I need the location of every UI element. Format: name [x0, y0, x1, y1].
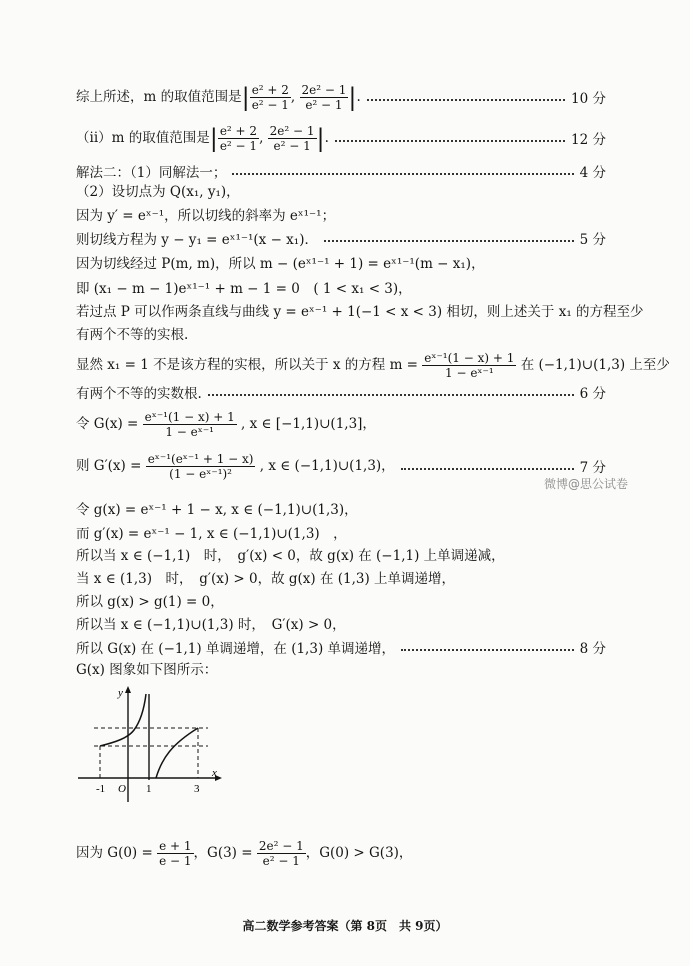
line-compare-G: 因为 G(0) = $\frac{e + 1}{e - 1}$ ，G(3) = $\frac{\text{2e² − 1}}{\text{e² − 1}}$ ，G(0) > G(3)，: [76, 839, 413, 868]
line-real-roots: [76, 381, 606, 403]
text: 则 G′(x) = $\frac{\text{eˣ⁻¹(eˣ⁻¹ + 1 − x)}}{\text{(1 − eˣ⁻¹)²}}$ , x ∈ (−1,1)∪(1,3)，: [76, 451, 395, 481]
text: 则切线方程为 y − y₁ = eˣ¹⁻¹(x − x₁)．: [76, 232, 318, 248]
score-label: 10 分: [571, 91, 606, 107]
curve-right-branch: [156, 728, 198, 778]
origin-label: O: [118, 783, 126, 795]
score-label: 8 分: [579, 641, 606, 657]
page-footer: 高二数学参考答案（第 8页 共 9页）: [242, 919, 448, 933]
fraction: $\frac{\text{eˣ⁻¹(1 − x) + 1}}{\text{1 − eˣ⁻¹}}$: [144, 410, 235, 439]
tick-label-neg1: -1: [96, 783, 106, 795]
text: （ii）m 的取值范围是| $\frac{\text{e² + 2}}{\text{e² − 1}}$ , $\frac{\text{2e² − 1}}{\text{e² − 1}}$ |.: [76, 123, 329, 153]
line-g-increasing: 当 x ∈ (1,3) 时， g′(x) > 0，故 g(x) 在 (1,3) 上单调递增，: [76, 571, 456, 587]
line-g-decreasing: 所以当 x ∈ (−1,1) 时， g′(x) < 0，故 g(x) 在 (−1,1) 上单调递减，: [76, 548, 505, 564]
x-axis-label: x: [212, 767, 217, 779]
tick-label-1: 1: [146, 783, 152, 795]
line-method-two: [76, 160, 606, 182]
score-label: 12 分: [571, 132, 606, 148]
line-g-derivative: 而 g′(x) = eˣ⁻¹ − 1, x ∈ (−1,1)∪(1,3) ，: [76, 526, 347, 542]
fraction: $\frac{\text{2e² − 1}}{\text{e² − 1}}$: [258, 839, 304, 868]
line-G-monotonic: [76, 636, 606, 658]
fraction: $\frac{\text{e² + 2}}{\text{e² − 1}}$: [219, 123, 258, 153]
watermark: 微博@思公试卷: [544, 477, 629, 491]
text: 综上所述，m 的取值范围是| $\frac{\text{e² + 2}}{\text{e² − 1}}$ , $\frac{\text{2e² − 1}}{\text{e² − 1}}$ |.: [76, 82, 361, 112]
y-axis-label: y: [118, 687, 123, 699]
leader-dots: [335, 140, 565, 142]
line-equation-m: 显然 x₁ = 1 不是该方程的实根，所以关于 x 的方程 m = $\frac{\text{eˣ⁻¹(1 − x) + 1}}{\text{1 − eˣ⁻¹}}$ 在 (−1,1)∪(1,3) 上至少: [76, 351, 670, 380]
line-g-positive: 所以 g(x) > g(1) = 0，: [76, 594, 224, 610]
fraction: $\frac{\text{eˣ⁻¹(eˣ⁻¹ + 1 − x)}}{\text{(1 − eˣ⁻¹)²}}$: [147, 451, 254, 481]
text: 有两个不等的实数根.: [76, 386, 202, 402]
line-range-summary: [76, 82, 606, 112]
leader-dots: [208, 394, 574, 396]
score-label: 7 分: [579, 460, 606, 476]
fraction: $\frac{\text{2e² − 1}}{\text{e² − 1}}$: [269, 123, 315, 153]
line-define-G: 令 G(x) = $\frac{\text{eˣ⁻¹(1 − x) + 1}}{\text{1 − eˣ⁻¹}}$ , x ∈ [−1,1)∪(1,3]，: [76, 410, 376, 439]
leader-dots: [324, 240, 574, 242]
line-G-derivative: [76, 446, 606, 486]
line-slope: 因为 y′ = eˣ⁻¹，所以切线的斜率为 eˣ¹⁻¹；: [76, 208, 336, 224]
fraction: $\frac{\text{eˣ⁻¹(1 − x) + 1}}{\text{1 − eˣ⁻¹}}$: [424, 351, 515, 380]
line-tangent-point: （2）设切点为 Q(x₁, y₁)，: [76, 184, 240, 200]
score-label: 5 分: [579, 232, 606, 248]
leader-dots: [401, 468, 574, 470]
line-G-derivative-positive: 所以当 x ∈ (−1,1)∪(1,3) 时， G′(x) > 0，: [76, 617, 346, 633]
tick-label-3: 3: [194, 783, 200, 795]
line-tangent-equation: [76, 227, 606, 249]
score-label: 4 分: [579, 165, 606, 181]
curve-left-branch: [100, 694, 146, 746]
leader-dots: [401, 649, 574, 651]
line-pass-through-p: 因为切线经过 P(m, m)，所以 m − (eˣ¹⁻¹ + 1) = eˣ¹⁻¹(m − x₁)，: [76, 256, 485, 272]
line-equation-x1: 即 (x₁ − m − 1)eˣ¹⁻¹ + m − 1 = 0 ( 1 < x₁ < 3)，: [76, 281, 412, 297]
line-define-g: 令 g(x) = eˣ⁻¹ + 1 − x, x ∈ (−1,1)∪(1,3)，: [76, 502, 358, 518]
leader-dots: [232, 173, 573, 175]
fraction: $\frac{e + 1}{e - 1}$: [159, 839, 192, 868]
y-axis-arrow: [125, 686, 131, 693]
fraction: $\frac{\text{e² + 2}}{\text{e² − 1}}$: [251, 82, 289, 112]
line-two-roots: 有两个不等的实根.: [76, 327, 189, 343]
leader-dots: [367, 99, 565, 101]
line-graph-caption: G(x) 图象如下图所示：: [76, 662, 218, 678]
line-range-ii: [76, 123, 606, 153]
text: 所以 G(x) 在 (−1,1) 单调递增，在 (1,3) 单调递增，: [76, 641, 395, 657]
function-graph: [76, 684, 226, 804]
line-two-tangents: 若过点 P 可以作两条直线与曲线 y = eˣ⁻¹ + 1(−1 < x < 3) 相切，则上述关于 x₁ 的方程至少: [76, 304, 644, 320]
score-label: 6 分: [579, 386, 606, 402]
text: 解法二：（1）同解法一；: [76, 165, 227, 181]
fraction: $\frac{\text{2e² − 1}}{\text{e² − 1}}$: [301, 82, 347, 112]
